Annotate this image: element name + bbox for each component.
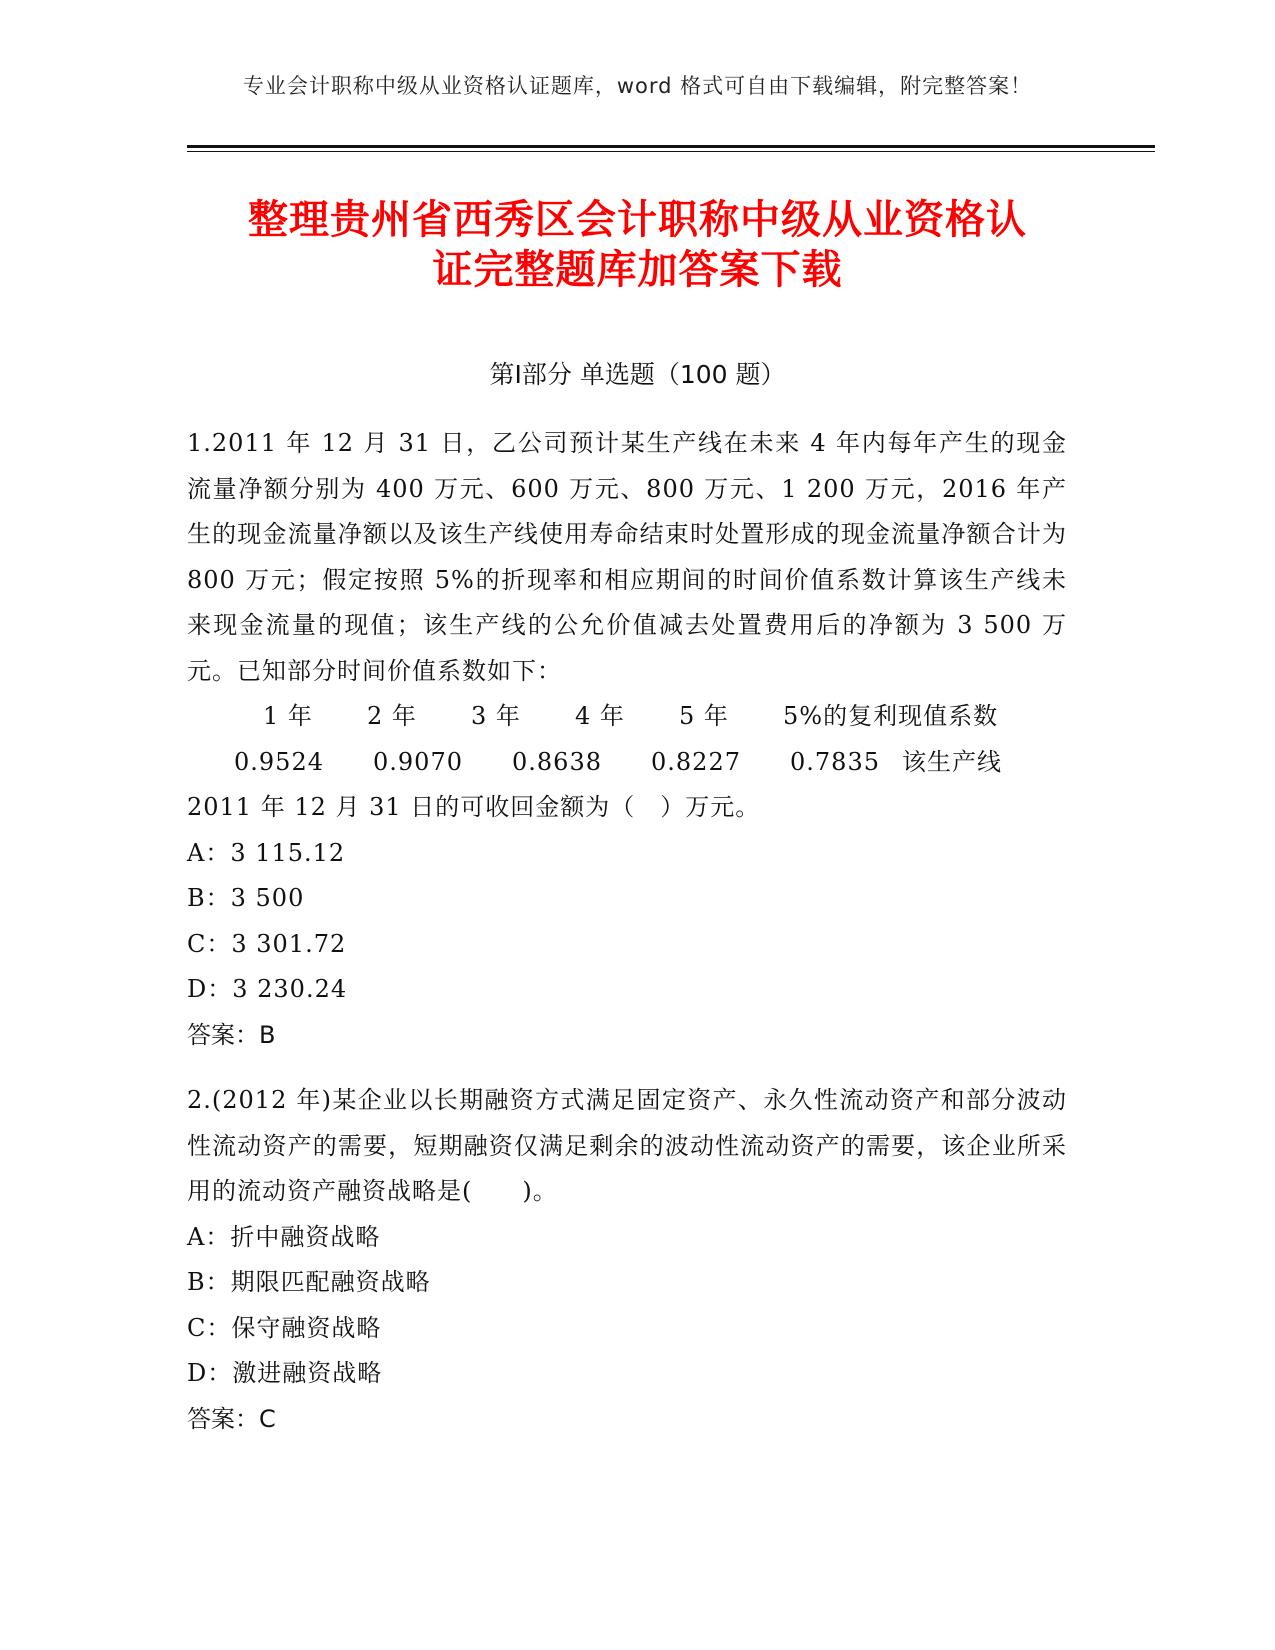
- question-2-stem: 2.(2012 年)某企业以长期融资方式满足固定资产、永久性流动资产和部分波动性流动资产的需要，短期融资仅满足剩余的波动性流动资产的需要，该企业所采用的流动资产融资战略是( )。: [187, 1086, 1067, 1205]
- document-title-line-1: 整理贵州省西秀区会计职称中级从业资格认: [248, 197, 1027, 243]
- year-cell: 5 年: [679, 702, 729, 730]
- document-title-line-2: 证完整题库加答案下载: [432, 247, 843, 293]
- option-a[interactable]: A：3 115.12: [187, 838, 346, 867]
- option-a[interactable]: A：折中融资战略: [187, 1222, 381, 1251]
- year-cell: 1 年: [263, 702, 313, 730]
- year-cell: 4 年: [575, 702, 625, 730]
- question-1-stem-end: 2011 年 12 月 31 日的可收回金额为（ ）万元。: [187, 793, 761, 821]
- factor-cell: 0.9524: [234, 747, 324, 776]
- question-2: [187, 1078, 1067, 1442]
- option-b[interactable]: B：3 500: [187, 884, 305, 912]
- page-header: 专业会计职称中级从业资格认证题库，word 格式可自由下载编辑，附完整答案！: [242, 74, 1033, 98]
- answer-line: 答案：B: [187, 1020, 276, 1049]
- document-title: [180, 195, 1095, 295]
- year-cell: 5%的复利现值系数: [783, 702, 999, 730]
- header-rule-thin: [187, 151, 1155, 152]
- option-b[interactable]: B：期限匹配融资战略: [187, 1268, 431, 1296]
- answer-line: 答案：C: [187, 1404, 276, 1433]
- factor-cell: 0.8638: [512, 747, 602, 776]
- section-title: 第Ⅰ部分 单选题（100 题）: [489, 360, 786, 389]
- question-1-year-row: [187, 694, 1067, 740]
- question-1: [187, 421, 1067, 1058]
- question-1-factor-row: [187, 740, 1067, 786]
- year-cell: 3 年: [471, 702, 521, 730]
- option-c[interactable]: C：3 301.72: [187, 929, 347, 958]
- factor-cell: 该生产线: [902, 747, 1002, 776]
- factor-cell: 0.8227: [651, 747, 741, 776]
- factor-cell: 0.7835: [790, 747, 880, 776]
- header-rule: [187, 145, 1155, 148]
- question-1-stem: 1.2011 年 12 月 31 日，乙公司预计某生产线在未来 4 年内每年产生的现金流量净额分别为 400 万元、600 万元、800 万元、1 200 万元，2016 年产生的现金流量净额以及该生产线使用寿命结束时处置形成的现金流量净额合计为 800 万元；假定按照 5%的折现率和相应期间的时间价值系数计算该生产线未来现金流量的现值；该生产线的公允价值减去处置费用后的净额为 3 500 万元。已知部分时间价值系数如下：: [187, 429, 1067, 685]
- option-d[interactable]: D：激进融资战略: [187, 1359, 383, 1387]
- year-cell: 2 年: [367, 702, 417, 730]
- factor-cell: 0.9070: [373, 747, 463, 776]
- option-d[interactable]: D：3 230.24: [187, 975, 348, 1003]
- option-c[interactable]: C：保守融资战略: [187, 1313, 382, 1342]
